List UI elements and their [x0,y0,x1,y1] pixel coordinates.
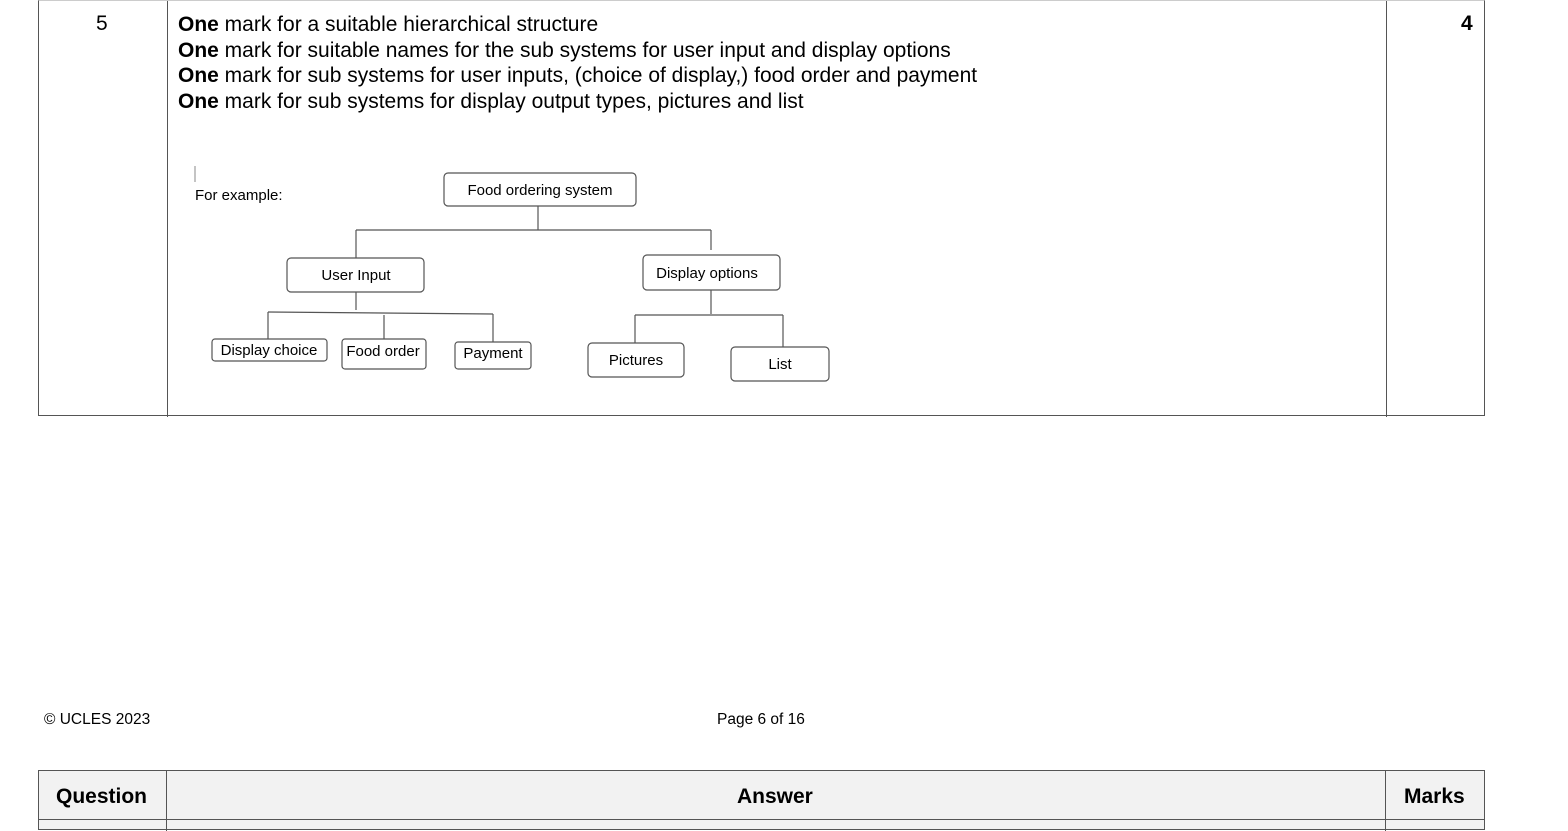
answer-line: One mark for suitable names for the sub systems for user input and display options [178,38,951,62]
pictures-node-label: Pictures [608,352,664,369]
column-divider [1385,771,1386,831]
answer-line: One mark for a suitable hierarchical structure [178,13,599,36]
root-node-label: Food ordering system [467,182,613,199]
column-divider [166,771,167,831]
header-marks: Marks [1404,785,1465,808]
header-answer: Answer [737,785,813,808]
diagram-caption: For example: [195,187,283,204]
table-header-row [38,770,1485,830]
display-choice-node-label: Display choice [220,342,318,359]
user-input-node-label: User Input [321,267,391,284]
list-node-label: List [768,356,792,373]
answer-line: One mark for sub systems for display output types, pictures and list [178,89,804,113]
food-order-node-label: Food order [346,343,420,360]
header-question: Question [56,785,148,808]
page-number: Page 6 of 16 [717,711,805,728]
copyright-notice: © UCLES 2023 [44,711,151,728]
question-marks: 4 [1461,12,1473,35]
header-bottom-border [39,819,1484,820]
payment-node-label: Payment [463,345,523,362]
answer-line: One mark for sub systems for user inputs, (choice of display,) food order and payment [178,64,978,87]
question-number: 5 [96,12,108,35]
display-options-node-label: Display options [656,265,758,282]
